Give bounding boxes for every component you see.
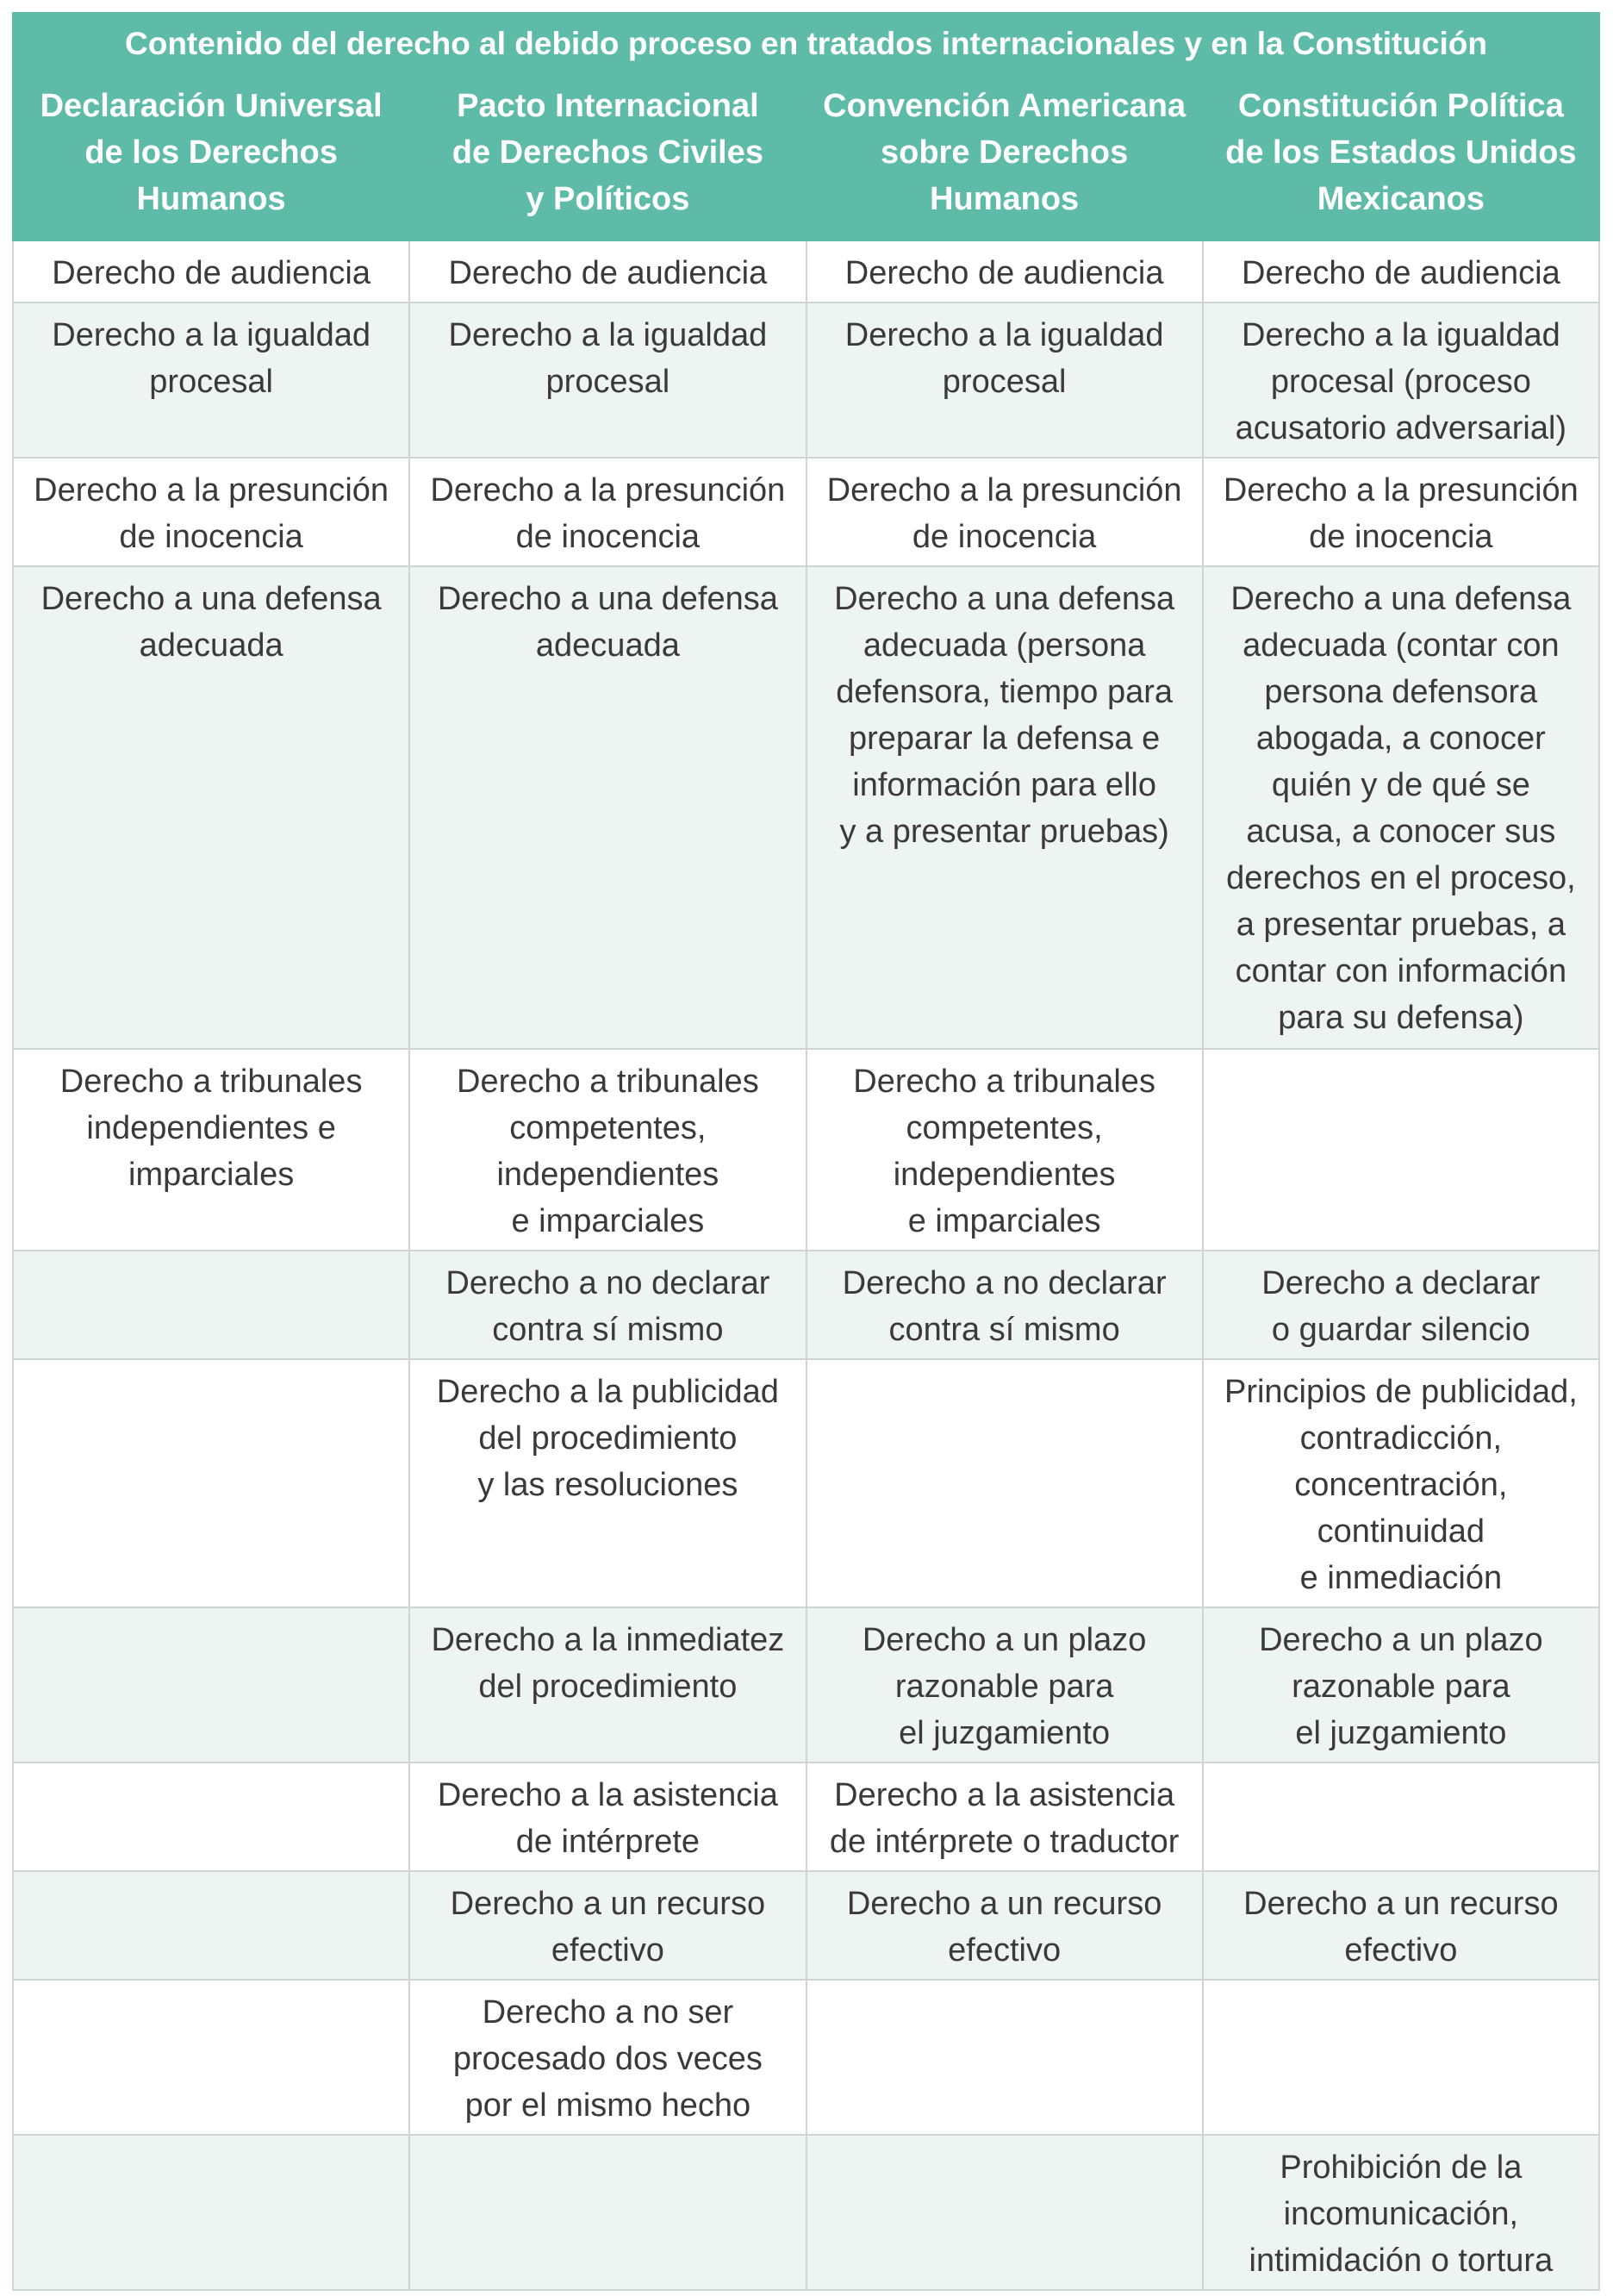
table-cell: Derecho a la igualdad procesal	[806, 303, 1203, 458]
table-cell	[1203, 1049, 1599, 1251]
table-row	[13, 2135, 1599, 2290]
table-row	[13, 303, 1599, 458]
table-cell: Derecho a un recurso efectivo	[1203, 1871, 1599, 1980]
table-cell: Derecho a la asistencia de intérprete o traductor	[806, 1763, 1203, 1871]
table-cell: Derecho a la presunción de inocencia	[1203, 458, 1599, 566]
table-cell: Derecho a la presunción de inocencia	[806, 458, 1203, 566]
table-cell: Derecho a declarar o guardar silencio	[1203, 1251, 1599, 1359]
table-row	[13, 1049, 1599, 1251]
table-cell: Derecho a la igualdad procesal	[409, 303, 806, 458]
table-row	[13, 1763, 1599, 1871]
table-cell: Derecho a no declarar contra sí mismo	[806, 1251, 1203, 1359]
header-declaracion-universal: Declaración Universal de los Derechos Humanos	[13, 75, 409, 240]
table-cell: Derecho a un recurso efectivo	[806, 1871, 1203, 1980]
table-row	[13, 240, 1599, 303]
table-cell: Derecho a un plazo razonable para el juzgamiento	[1203, 1607, 1599, 1763]
table-row	[13, 1359, 1599, 1607]
header-constitucion-politica: Constitución Política de los Estados Unidos Mexicanos	[1203, 75, 1599, 240]
table-row	[13, 458, 1599, 566]
due-process-table	[12, 12, 1600, 2291]
table-cell: Derecho de audiencia	[1203, 240, 1599, 303]
table-cell	[13, 1980, 409, 2135]
table-cell: Derecho a una defensa adecuada	[13, 566, 409, 1049]
table-row	[13, 1607, 1599, 1763]
table-row	[13, 1871, 1599, 1980]
table-cell: Prohibición de la incomunicación, intimidación o tortura	[1203, 2135, 1599, 2290]
table-row	[13, 566, 1599, 1049]
table-cell	[1203, 1980, 1599, 2135]
table-cell: Derecho a la presunción de inocencia	[409, 458, 806, 566]
table-cell: Derecho a la presunción de inocencia	[13, 458, 409, 566]
table-cell: Derecho a una defensa adecuada	[409, 566, 806, 1049]
table-cell	[806, 1980, 1203, 2135]
table-cell	[13, 2135, 409, 2290]
table-cell: Derecho a una defensa adecuada (contar con persona defensora abogada, a conocer quién y de qué se acusa, a conocer sus derechos en el proceso, a presentar pruebas, a contar con información para su defensa)	[1203, 566, 1599, 1049]
table-cell	[1203, 1763, 1599, 1871]
table-cell	[13, 1763, 409, 1871]
table-row	[13, 1980, 1599, 2135]
table-cell: Derecho a un plazo razonable para el juzgamiento	[806, 1607, 1203, 1763]
header-convencion-americana: Convención Americana sobre Derechos Humanos	[806, 75, 1203, 240]
due-process-table-frame	[12, 12, 1600, 2291]
table-cell	[13, 1251, 409, 1359]
table-cell	[13, 1607, 409, 1763]
table-cell: Derecho a la igualdad procesal (proceso acusatorio adversarial)	[1203, 303, 1599, 458]
table-row	[13, 1251, 1599, 1359]
table-cell: Derecho de audiencia	[13, 240, 409, 303]
table-cell	[806, 1359, 1203, 1607]
table-cell: Derecho a tribunales independientes e imparciales	[13, 1049, 409, 1251]
table-cell: Derecho a no declarar contra sí mismo	[409, 1251, 806, 1359]
table-cell: Derecho a tribunales competentes, independientes e imparciales	[409, 1049, 806, 1251]
table-cell: Derecho a una defensa adecuada (persona defensora, tiempo para preparar la defensa e información para ello y a presentar pruebas)	[806, 566, 1203, 1049]
table-cell: Derecho a la igualdad procesal	[13, 303, 409, 458]
table-cell: Derecho a no ser procesado dos veces por el mismo hecho	[409, 1980, 806, 2135]
table-cell	[806, 2135, 1203, 2290]
table-cell: Derecho a la publicidad del procedimiento y las resoluciones	[409, 1359, 806, 1607]
table-title: Contenido del derecho al debido proceso en tratados internacionales y en la Constitución	[13, 13, 1599, 75]
table-cell	[13, 1359, 409, 1607]
header-pacto-internacional: Pacto Internacional de Derechos Civiles y Políticos	[409, 75, 806, 240]
table-cell: Derecho a un recurso efectivo	[409, 1871, 806, 1980]
table-cell: Derecho a tribunales competentes, independientes e imparciales	[806, 1049, 1203, 1251]
table-cell	[13, 1871, 409, 1980]
table-cell: Derecho a la inmediatez del procedimiento	[409, 1607, 806, 1763]
table-cell: Derecho de audiencia	[806, 240, 1203, 303]
table-cell	[409, 2135, 806, 2290]
table-cell: Derecho a la asistencia de intérprete	[409, 1763, 806, 1871]
table-cell: Derecho de audiencia	[409, 240, 806, 303]
table-cell: Principios de publicidad, contradicción, concentración, continuidad e inmediación	[1203, 1359, 1599, 1607]
